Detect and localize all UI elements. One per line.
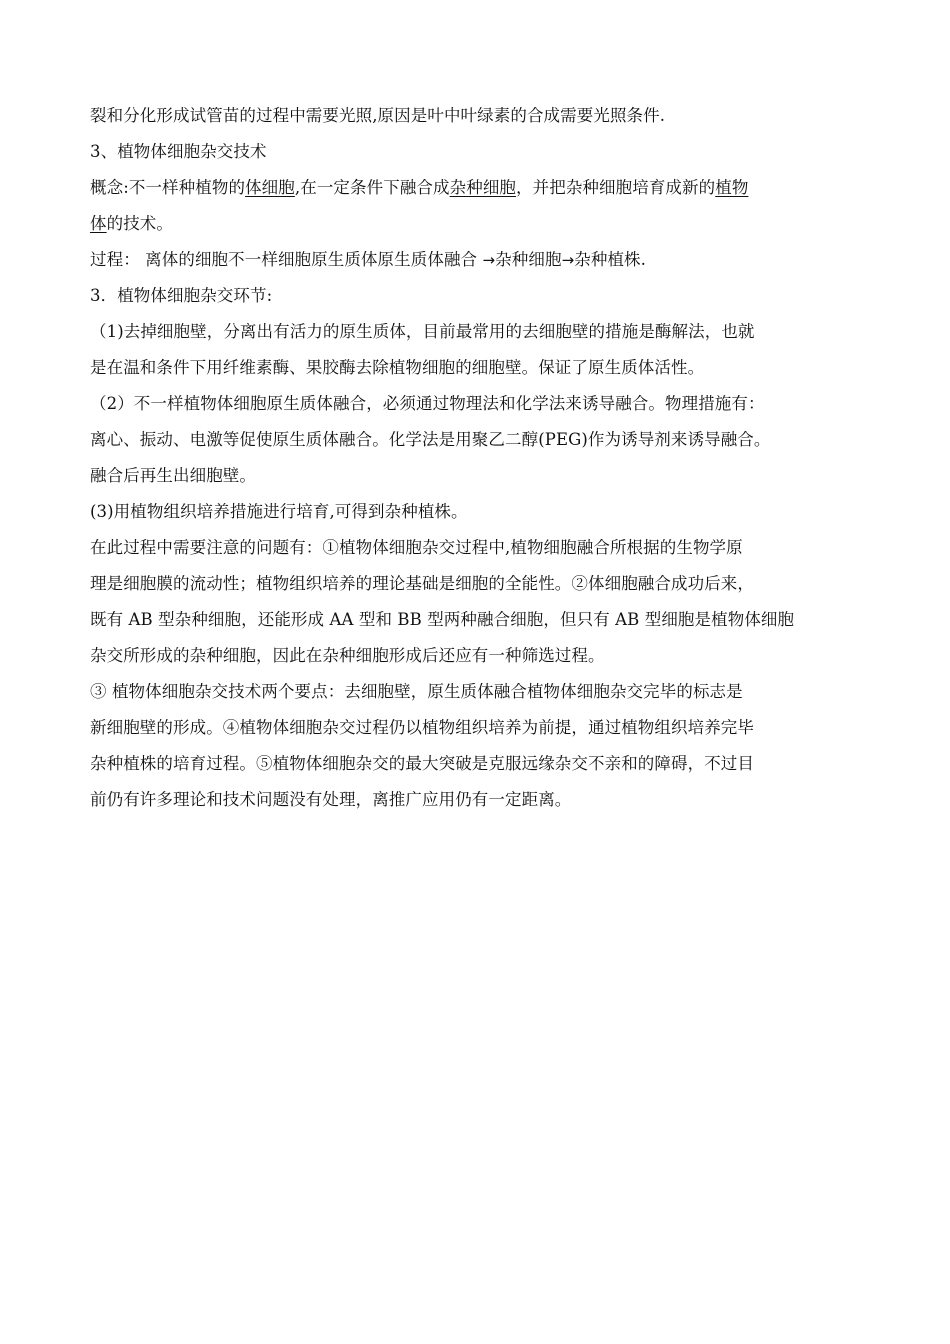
text-line-9: 离心、振动、电激等促使原生质体融合。化学法是用聚乙二醇(PEG)作为诱导剂来诱导融合。 xyxy=(90,430,771,449)
text-line-11: (3)用植物组织培养措施进行培育,可得到杂种植株。 xyxy=(90,502,468,521)
text-line-10: 融合后再生出细胞壁。 xyxy=(90,466,256,485)
process-text-3: 杂种植株. xyxy=(574,250,646,269)
text-line-17: 新细胞壁的形成。④植物体细胞杂交过程仍以植物组织培养为前提，通过植物组织培养完毕 xyxy=(90,718,754,737)
arrow-right-icon: → xyxy=(561,251,575,269)
process-text-2: 杂种细胞 xyxy=(495,250,562,269)
concept-line xyxy=(90,170,860,206)
concept-text-3: ，并把杂种细胞培育成新的 xyxy=(516,178,716,197)
text-line-7: 是在温和条件下用纤维素酶、果胶酶去除植物细胞的细胞壁。保证了原生质体活性。 xyxy=(90,358,705,377)
text-line-15: 杂交所形成的杂种细胞，因此在杂种细胞形成后还应有一种筛选过程。 xyxy=(90,646,605,665)
concept-underlined-3: 植物 xyxy=(715,178,749,197)
concept-line-2 xyxy=(90,206,860,242)
concept-underlined-4: 体 xyxy=(90,214,107,233)
text-line-12: 在此过程中需要注意的问题有：①植物体细胞杂交过程中,植物细胞融合所根据的生物学原 xyxy=(90,538,743,557)
concept-underlined-1: 体细胞 xyxy=(245,178,295,197)
concept-text-4: 的技术。 xyxy=(106,214,174,233)
concept-text-2: ,在一定条件下融合成 xyxy=(294,178,450,197)
section-heading: 3、植物体细胞杂交技术 xyxy=(90,142,267,161)
document-page xyxy=(90,98,860,818)
text-line-18: 杂种植株的培育过程。⑤植物体细胞杂交的最大突破是克服远缘杂交不亲和的障碍，不过目 xyxy=(90,754,754,773)
concept-underlined-2: 杂种细胞 xyxy=(449,178,517,197)
steps-heading: 3．植物体细胞杂交环节: xyxy=(90,286,273,305)
process-line xyxy=(90,242,860,278)
arrow-right-icon: → xyxy=(482,251,496,269)
text-line-6: （1)去掉细胞壁，分离出有活力的原生质体，目前最常用的去细胞壁的措施是酶解法，也就 xyxy=(90,322,755,341)
text-line-16: ③ 植物体细胞杂交技术两个要点：去细胞壁，原生质体融合植物体细胞杂交完毕的标志是 xyxy=(90,682,743,701)
process-text-1: 过程： 离体的细胞不一样细胞原生质体原生质体融合 xyxy=(90,250,483,269)
text-line-19: 前仍有许多理论和技术问题没有处理，离推广应用仍有一定距离。 xyxy=(90,790,572,809)
text-line-8: （2）不一样植物体细胞原生质体融合，必须通过物理法和化学法来诱导融合。物理措施有： xyxy=(90,394,765,413)
concept-text-1: 概念:不一样种植物的 xyxy=(90,178,246,197)
text-line-13: 理是细胞膜的流动性；植物组织培养的理论基础是细胞的全能性。②体细胞融合成功后来， xyxy=(90,574,754,593)
text-line-1: 裂和分化形成试管苗的过程中需要光照,原因是叶中叶绿素的合成需要光照条件. xyxy=(90,106,666,125)
text-line-14: 既有 AB 型杂种细胞，还能形成 AA 型和 BB 型两种融合细胞，但只有 AB 型细胞是植物体细胞 xyxy=(90,610,795,629)
